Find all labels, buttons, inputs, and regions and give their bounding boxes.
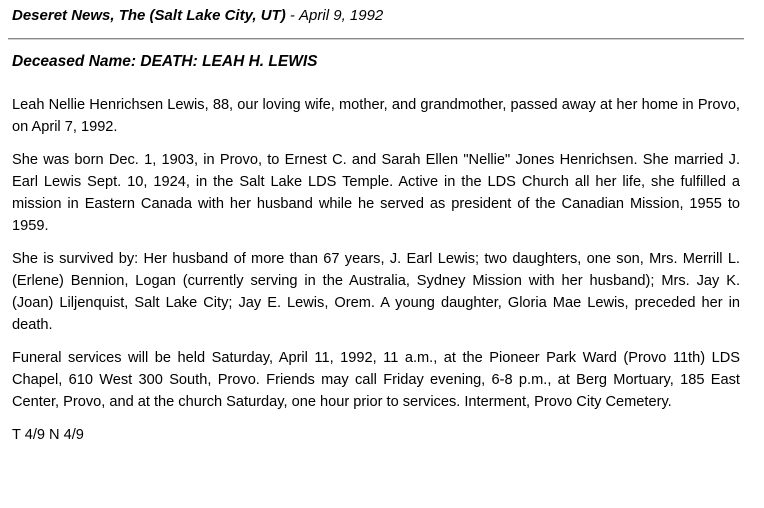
paragraph-funeral-services: Funeral services will be held Saturday, April 11, 1992, 11 a.m., at the Pioneer Park Ward (Provo 11th) LDS Chapel, 610 West 300 South, Provo. Friends may call Friday evening, 6-8 p.m., at Berg Mortuary, 185 East Center, Provo, and at the church Saturday, one hour prior to services. Interment, Provo City Cemetery. (12, 350, 740, 410)
publication-date: April 9, 1992 (299, 7, 384, 24)
newspaper-source: Deseret News, The (Salt Lake City, UT) (12, 7, 286, 24)
header-separator: - (289, 7, 295, 24)
deceased-name-heading: Deceased Name: DEATH: LEAH H. LEWIS (12, 53, 318, 70)
paragraph-survivors: She is survived by: Her husband of more than 67 years, J. Earl Lewis; two daughters, one son, Mrs. Merrill L. (Erlene) Bennion, Logan (currently serving in the Australia, Sydney Mission with her husband); Mrs. Jay K. (Joan) Liljenquist, Salt Lake City; Jay E. Lewis, Orem. A young daughter, Gloria Mae Lewis, preceded her in death. (12, 251, 740, 333)
source-header (12, 6, 383, 26)
paragraph-biography: She was born Dec. 1, 1903, in Provo, to Ernest C. and Sarah Ellen "Nellie" Jones Henrichsen. She married J. Earl Lewis Sept. 10, 1924, in the Salt Lake LDS Temple. Active in the LDS Church all her life, she fulfilled a mission in Eastern Canada with her husband while he served as president of the Canadian Mission, 1955 to 1959. (12, 152, 740, 234)
header-divider (8, 38, 744, 40)
obituary-body (12, 94, 740, 457)
publication-trailer: T 4/9 N 4/9 (12, 427, 84, 443)
paragraph-death-notice: Leah Nellie Henrichsen Lewis, 88, our loving wife, mother, and grandmother, passed away at her home in Provo, on April 7, 1992. (12, 97, 740, 135)
